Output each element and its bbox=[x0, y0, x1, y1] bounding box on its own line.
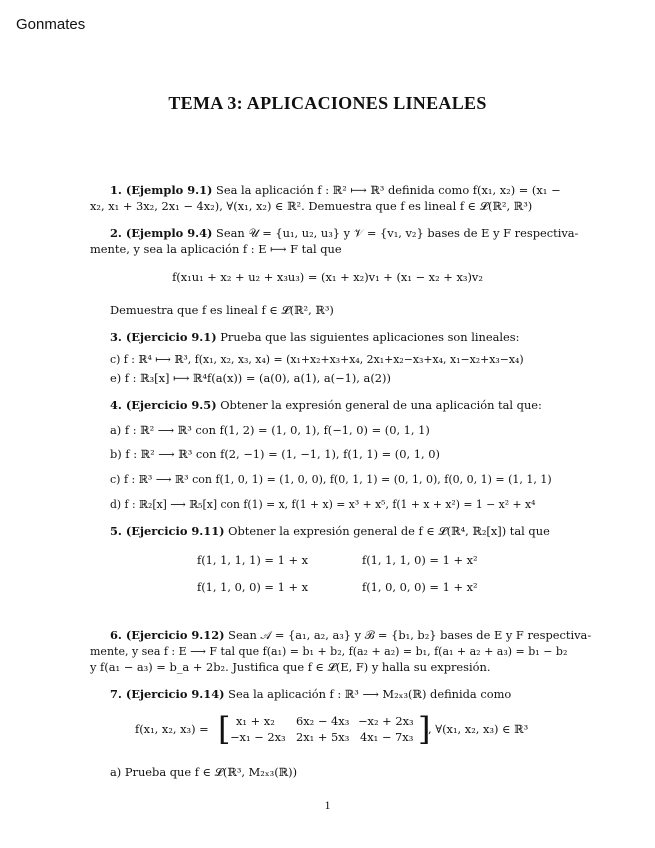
matrix-cell-1-3: −x₂ + 2x₃ bbox=[358, 714, 414, 728]
problem-7-text-1: Sea la aplicación f : ℝ³ ⟶ M₂ₓ₃(ℝ) definida como bbox=[224, 687, 512, 701]
problem-3-item-e: e) f : ℝ₃[x] ⟼ ℝ⁴f(a(x)) = (a(0), a(1), a(−1), a(2)) bbox=[110, 371, 391, 385]
problem-4-line-1 bbox=[110, 398, 542, 413]
problem-5-line-1 bbox=[110, 524, 550, 539]
problem-2-label: 2. (Ejemplo 9.4) bbox=[110, 226, 213, 240]
matrix-cell-2-2: 2x₁ + 5x₃ bbox=[296, 730, 350, 744]
problem-3-line-1 bbox=[110, 330, 519, 345]
problem-2-equation: f(x₁u₁ + x₂ + u₂ + x₃u₃) = (x₁ + x₂)v₁ + (x₁ − x₂ + x₃)v₂ bbox=[172, 270, 483, 284]
problem-6-line-1 bbox=[110, 628, 591, 643]
problem-1-label: 1. (Ejemplo 9.1) bbox=[110, 183, 213, 197]
problem-5-eq-2a: f(1, 1, 0, 0) = 1 + x bbox=[197, 580, 309, 594]
problem-7-lhs: f(x₁, x₂, x₃) = bbox=[135, 722, 209, 736]
problem-4-text-1: Obtener la expresión general de una aplicación tal que: bbox=[216, 398, 542, 412]
problem-1-line-1 bbox=[110, 183, 561, 198]
page-number: 1 bbox=[324, 798, 331, 812]
problem-2-text-1: Sean 𝒰 = {u₁, u₂, u₃} y 𝒱 = {v₁, v₂} bases de E y F respectiva- bbox=[212, 226, 579, 240]
problem-7-rhs: , ∀(x₁, x₂, x₃) ∈ ℝ³ bbox=[428, 722, 529, 736]
problem-3-label: 3. (Ejercicio 9.1) bbox=[110, 330, 217, 344]
problem-1-text-1: Sea la aplicación f : ℝ² ⟼ ℝ³ definida como f(x₁, x₂) = (x₁ − bbox=[212, 183, 561, 197]
matrix-cell-1-2: 6x₂ − 4x₃ bbox=[296, 714, 350, 728]
problem-1-line-2: x₂, x₁ + 3x₂, 2x₁ − 4x₂), ∀(x₁, x₂) ∈ ℝ². Demuestra que f es lineal f ∈ 𝓛(ℝ², ℝ³) bbox=[90, 199, 533, 213]
problem-3-item-c: c) f : ℝ⁴ ⟼ ℝ³, f(x₁, x₂, x₃, x₄) = (x₁+x₂+x₃+x₄, 2x₁+x₂−x₃+x₄, x₁−x₂+x₃−x₄) bbox=[110, 353, 524, 366]
problem-4-item-d: d) f : ℝ₂[x] ⟶ ℝ₅[x] con f(1) = x, f(1 + x) = x³ + x⁵, f(1 + x + x²) = 1 − x² + x⁴ bbox=[110, 498, 536, 511]
matrix-left-bracket: [ bbox=[218, 710, 231, 748]
problem-4-label: 4. (Ejercicio 9.5) bbox=[110, 398, 217, 412]
matrix-cell-2-3: 4x₁ − 7x₃ bbox=[360, 730, 414, 744]
problem-5-text-1: Obtener la expresión general de f ∈ 𝓛(ℝ⁴, ℝ₂[x]) tal que bbox=[224, 524, 550, 538]
problem-7-label: 7. (Ejercicio 9.14) bbox=[110, 687, 225, 701]
problem-6-line-3: y f(a₁ − a₃) = b_a + 2b₂. Justifica que f ∈ 𝓛(E, F) y halla su expresión. bbox=[90, 660, 491, 674]
problem-5-eq-1b: f(1, 1, 1, 0) = 1 + x² bbox=[362, 553, 478, 567]
problem-4-item-a: a) f : ℝ² ⟶ ℝ³ con f(1, 2) = (1, 0, 1), f(−1, 0) = (0, 1, 1) bbox=[110, 423, 430, 437]
problem-2-line-3: Demuestra que f es lineal f ∈ 𝓛(ℝ², ℝ³) bbox=[110, 303, 334, 317]
problem-4-item-c: c) f : ℝ³ ⟶ ℝ³ con f(1, 0, 1) = (1, 0, 0), f(0, 1, 1) = (0, 1, 0), f(0, 0, 1) = (1, 1, 1) bbox=[110, 473, 552, 486]
matrix-right-bracket: ] bbox=[418, 710, 431, 748]
problem-2-line-2: mente, y sea la aplicación f : E ⟼ F tal que bbox=[90, 242, 342, 256]
problem-6-text-1: Sean 𝒜 = {a₁, a₂, a₃} y ℬ = {b₁, b₂} bases de E y F respectiva- bbox=[224, 628, 592, 642]
problem-3-text-1: Prueba que las siguientes aplicaciones son lineales: bbox=[216, 330, 520, 344]
problem-4-item-b: b) f : ℝ² ⟶ ℝ³ con f(2, −1) = (1, −1, 1), f(1, 1) = (0, 1, 0) bbox=[110, 447, 440, 461]
problem-6-line-2: mente, y sea f : E ⟶ F tal que f(a₁) = b₁ + b₂, f(a₂ + a₂) = b₁, f(a₁ + a₂ + a₃) = b₁ − b₂ bbox=[90, 645, 568, 658]
page-title: TEMA 3: APLICACIONES LINEALES bbox=[168, 93, 487, 113]
problem-5-eq-1a: f(1, 1, 1, 1) = 1 + x bbox=[197, 553, 309, 567]
problem-6-label: 6. (Ejercicio 9.12) bbox=[110, 628, 225, 642]
problem-2-line-1 bbox=[110, 226, 578, 241]
matrix-cell-1-1: x₁ + x₂ bbox=[236, 714, 275, 728]
matrix-cell-2-1: −x₁ − 2x₃ bbox=[230, 730, 286, 744]
problem-5-eq-2b: f(1, 0, 0, 0) = 1 + x² bbox=[362, 580, 478, 594]
brand-label: Gonmates bbox=[16, 16, 86, 33]
problem-7-line-1 bbox=[110, 687, 511, 702]
problem-7-item-a: a) Prueba que f ∈ 𝓛(ℝ³, M₂ₓ₃(ℝ)) bbox=[110, 765, 298, 779]
problem-5-label: 5. (Ejercicio 9.11) bbox=[110, 524, 225, 538]
